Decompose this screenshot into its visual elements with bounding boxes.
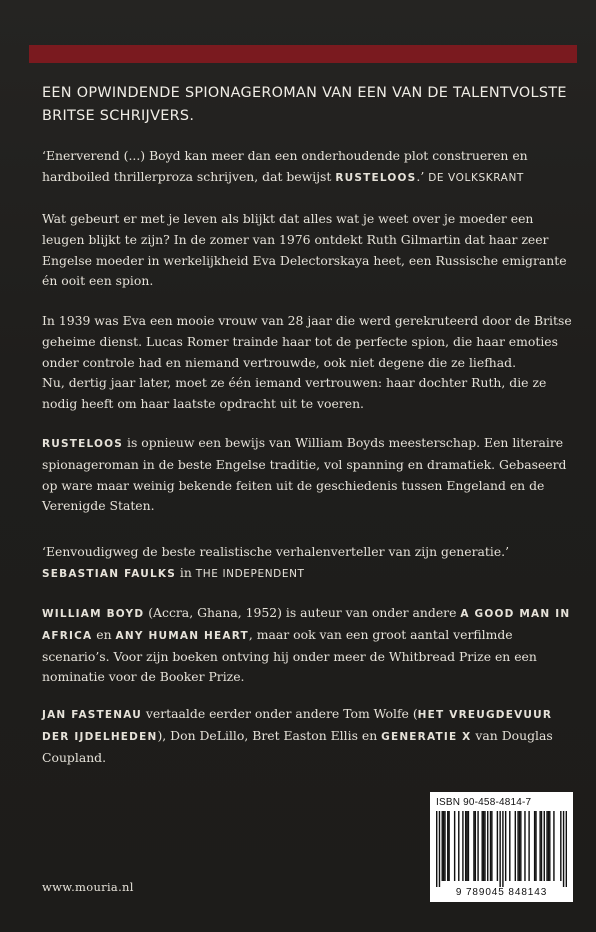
- paragraph3-book-title: RUSTELOOS: [42, 438, 124, 450]
- barcode-bar: [458, 811, 459, 881]
- barcode-bar: [546, 811, 547, 881]
- barcode-bar: [560, 811, 561, 881]
- barcode-bar: [535, 811, 536, 881]
- barcode-bar: [477, 811, 478, 881]
- barcode-bar: [462, 811, 463, 881]
- barcode-bar: [466, 811, 467, 881]
- synopsis-paragraph-3: [42, 433, 572, 517]
- barcode-bar: [541, 811, 542, 881]
- barcode-bar: [553, 811, 554, 881]
- quote-independent: [42, 542, 572, 585]
- barcode-digits: 9 789045 848143: [455, 887, 548, 898]
- barcode-bar: [502, 811, 503, 887]
- barcode-bar: [517, 811, 518, 881]
- quote2-source: THE INDEPENDENT: [195, 567, 305, 580]
- translator-book-2: GENERATIE X: [381, 730, 472, 743]
- headline-line-2: BRITSE SCHRIJVERS.: [42, 108, 195, 124]
- barcode-bar: [505, 811, 506, 881]
- barcode-bar: [447, 811, 448, 881]
- barcode-bar: [548, 811, 549, 881]
- barcode-bar: [491, 811, 492, 881]
- barcode-bars: [436, 811, 567, 887]
- barcode-bar: [534, 811, 535, 881]
- synopsis-paragraph-1: [42, 209, 572, 292]
- quote1-book-title: RUSTELOOS: [335, 171, 417, 184]
- barcode-bar: [465, 811, 466, 881]
- barcode-bar: [520, 811, 521, 881]
- barcode-bar: [519, 811, 520, 881]
- isbn-barcode: [430, 792, 573, 902]
- translator-bio-text1: vertaalde eerder onder andere Tom Wolfe (: [141, 706, 418, 721]
- isbn-label: ISBN 90-458-4814-7: [436, 797, 532, 808]
- author-bio-text2: en: [92, 626, 116, 642]
- barcode-bar: [442, 811, 443, 881]
- headline-line-1: EEN OPWINDENDE SPIONAGEROMAN VAN EEN VAN DE TALENTVOLSTE: [42, 85, 567, 101]
- barcode-bar: [443, 811, 444, 881]
- barcode-bar: [473, 811, 474, 881]
- translator-book-1: HET VREUGDEVUUR DER IJDELHEDEN: [42, 709, 553, 743]
- barcode-bar: [483, 811, 484, 881]
- translator-bio-text2: ), Don DeLillo, Bret Easton Ellis en: [157, 727, 382, 743]
- quote2-in: in: [175, 564, 196, 580]
- quote-volkskrant: [42, 146, 572, 189]
- paragraph2-text1: In 1939 was Eva een mooie vrouw van 28 jaar die werd gerekruteerd door de Britse geheime dienst. Lucas Romer trainde haar tot de perfecte spion, die haar emoties onder controle had en niemand vertrouwde, ook niet degene die ze liefhad.: [42, 313, 572, 370]
- barcode-bar: [515, 811, 516, 881]
- paragraph1-text: Wat gebeurt er met je leven als blijkt dat alles wat je weet over je moeder een leugen blijkt te zijn? In de zomer van 1976 ontdekt Ruth Gilmartin dat haar zeer Engelse moeder in werkelijkheid Eva Delectorskaya heet, een Russische emigrante én ooit een spion.: [42, 211, 567, 289]
- author-bio: [42, 603, 572, 688]
- barcode-bar: [524, 811, 525, 881]
- barcode-bar: [439, 811, 440, 887]
- translator-bio-text3: van Douglas Coupland.: [42, 727, 553, 765]
- author-book-1: A GOOD MAN IN AFRICA: [42, 608, 571, 642]
- red-band: [29, 45, 577, 63]
- barcode-bar: [436, 811, 437, 887]
- barcode-bar: [539, 811, 540, 881]
- author-bio-text1: (Accra, Ghana, 1952) is auteur van onder andere: [144, 605, 461, 620]
- barcode-bar: [482, 811, 483, 881]
- barcode-bar: [528, 811, 529, 881]
- paragraph3-text: is opnieuw een bewijs van William Boyds meesterschap. Een literaire spionageroman in de beste Engelse traditie, vol spanning en dramatiek. Gebaseerd op ware maar weinig bekende feiten uit de geschiedenis tussen Engeland en de Verenigde Staten.: [42, 435, 567, 514]
- barcode-bar: [563, 811, 564, 887]
- quote1-text: ‘Enerverend (...) Boyd kan meer dan een onderhoudende plot construeren en hardboiled thrillerproza schrijven, dat bewijst: [42, 148, 528, 184]
- barcode-bar: [454, 811, 455, 881]
- translator-bio: [42, 704, 572, 768]
- headline: [42, 82, 572, 128]
- barcode-bar: [448, 811, 449, 881]
- barcode-bar: [490, 811, 491, 881]
- author-book-2: ANY HUMAN HEART: [115, 629, 249, 642]
- author-name: WILLIAM BOYD: [42, 608, 145, 620]
- barcode-bar: [566, 811, 567, 887]
- barcode-bar: [484, 811, 485, 881]
- barcode-bar: [475, 811, 476, 881]
- barcode-bar: [497, 811, 498, 881]
- paragraph2-text2: Nu, dertig jaar later, moet ze één iemand vertrouwen: haar dochter Ruth, die ze nodig heeft om haar laatste opdracht uit te voeren.: [42, 375, 547, 412]
- quote1-source: DE VOLKSKRANT: [428, 171, 524, 184]
- quote1-after: .’: [416, 168, 429, 184]
- barcode-bar: [499, 811, 500, 887]
- barcode-bar: [509, 811, 510, 881]
- barcode-bar: [544, 811, 545, 881]
- barcode-bar: [444, 811, 445, 881]
- publisher-website: www.mouria.nl: [42, 880, 134, 894]
- quote2-text: ‘Eenvoudigweg de beste realistische verhalenverteller van zijn generatie.’: [42, 544, 510, 559]
- translator-name: JAN FASTENAU: [42, 709, 142, 721]
- quote2-author: SEBASTIAN FAULKS: [42, 567, 176, 580]
- barcode-bar: [549, 811, 550, 881]
- barcode-bar: [468, 811, 469, 881]
- synopsis-paragraph-2: [42, 311, 572, 415]
- author-bio-text3: , maar ook van een groot aantal verfilmde scenario’s. Voor zijn boeken ontving hij onder meer de Whitbread Prize en een nominatie voor de Booker Prize.: [42, 626, 537, 685]
- barcode-bar: [487, 811, 488, 881]
